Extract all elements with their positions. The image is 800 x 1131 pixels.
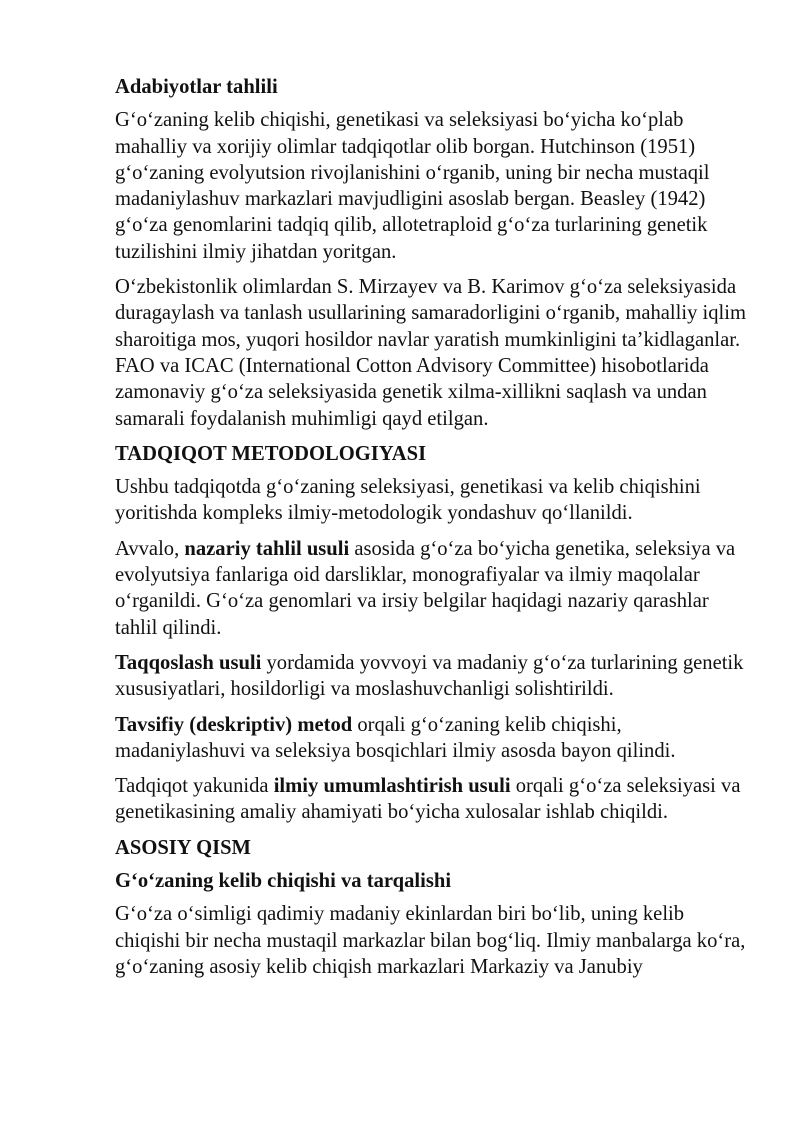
methodology-heading: TADQIQOT METODOLOGIYASI bbox=[115, 442, 427, 465]
methodology-paragraph-2-text: asosida g‘o‘za bo‘yicha genetika, seleksiya va evolyutsiya fanlariga oid darsliklar, monografiyalar va ilmiy maqolalar o‘rganildi. G‘o‘za genomlari va irsiy belgilar haqidagi nazariy qarashlar tahlil qilindi. bbox=[115, 537, 736, 639]
methodology-paragraph-2-lead: Avvalo, bbox=[115, 537, 185, 560]
methodology-paragraph-3 bbox=[115, 650, 750, 703]
literature-heading: Adabiyotlar tahlili bbox=[115, 76, 278, 98]
literature-paragraph-1: G‘o‘zaning kelib chiqishi, genetikasi va seleksiyasi bo‘yicha ko‘plab mahalliy va xorijiy olimlar tadqiqotlar olib borgan. Hutchinson (1951) g‘o‘zaning evolyutsion rivojlanishini o‘rganib, uning bir necha mustaqil madaniylashuv markazlari mavjudligini asoslab bergan. Beasley (1942) g‘o‘za genomlarini tadqiq qilib, allotetraploid g‘o‘za turlarining genetik tuzilishini ilmiy jihatdan yoritgan. bbox=[115, 109, 710, 263]
methodology-paragraph-3-text: yordamida yovvoyi va madaniy g‘o‘za turlarining genetik xususiyatlari, hosildorligi va moslashuvchanligi solishtirildi. bbox=[115, 651, 744, 701]
methodology-paragraph-5-text: orqali g‘o‘za seleksiyasi va genetikasining amaliy ahamiyati bo‘yicha xulosalar ishlab chiqildi. bbox=[115, 775, 741, 824]
methodology-paragraph-5-lead: Tadqiqot yakunida bbox=[115, 775, 274, 798]
origin-paragraph-1: G‘o‘za o‘simligi qadimiy madaniy ekinlardan biri bo‘lib, uning kelib chiqishi bir necha mustaqil markazlar bilan bog‘liq. Ilmiy manbalarga ko‘ra, g‘o‘zaning asosiy kelib chiqish markazlari Markaziy va Janubiy bbox=[115, 903, 746, 978]
methodology-paragraph-5 bbox=[115, 773, 750, 826]
methodology-term-comparison: Taqqoslash usuli bbox=[115, 651, 262, 674]
main-part-heading: ASOSIY QISM bbox=[115, 836, 251, 859]
methodology-paragraph-2 bbox=[115, 536, 750, 641]
methodology-term-descriptive: Tavsifiy (deskriptiv) metod bbox=[115, 713, 353, 736]
origin-subheading: G‘o‘zaning kelib chiqishi va tarqalishi bbox=[115, 870, 452, 893]
literature-paragraph-2: O‘zbekistonlik olimlardan S. Mirzayev va B. Karimov g‘o‘za seleksiyasida duragaylash va tanlash usullarining samaradorligini o‘rganib, mahalliy iqlim sharoitiga mos, yuqori hosildor navlar yaratish mumkinligini ta’kidlaganlar. FAO va ICAC (International Cotton Advisory Committee) hisobotlarida zamonaviy g‘o‘za seleksiyasida genetik xilma-xillikni saqlash va undan samarali foydalanish muhimligi qayd etilgan. bbox=[115, 276, 747, 430]
methodology-term-generalization: ilmiy umumlashtirish usuli bbox=[273, 775, 511, 798]
methodology-paragraph-4 bbox=[115, 712, 750, 765]
methodology-paragraph-4-text: orqali g‘o‘zaning kelib chiqishi, madaniylashuvi va seleksiya bosqichlari ilmiy asosda bayon qilindi. bbox=[115, 713, 676, 762]
methodology-paragraph-1: Ushbu tadqiqotda g‘o‘zaning seleksiyasi, genetikasi va kelib chiqishini yoritishda kompleks ilmiy-metodologik yondashuv qo‘llanildi. bbox=[115, 476, 701, 525]
methodology-term-theoretical-analysis: nazariy tahlil usuli bbox=[184, 537, 350, 560]
